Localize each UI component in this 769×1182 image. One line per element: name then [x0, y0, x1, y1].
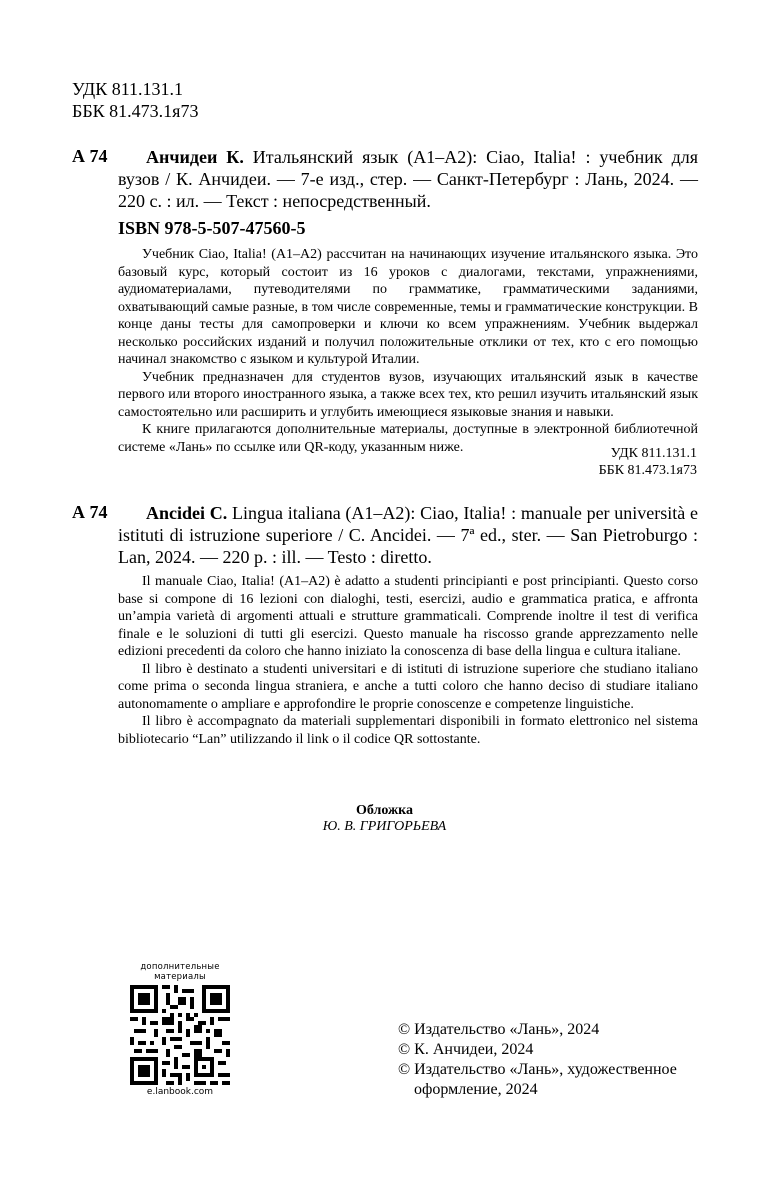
entry-code-ru: А 74 — [72, 146, 108, 166]
abstract-it-paragraph-1: Il manuale Ciao, Italia! (A1–A2) è adatto a studenti principianti e post principianti. Questo corso base si compone di 16 lezioni con dialoghi, testi, esercizi, audio e grammatica pratica, e affronta un’ampia varietà di argomenti attuali e strutture grammaticali. Comprende inoltre il test di verifica finale e le soluzioni di tutti gli esercizi. Questo manuale ha riscosso grande apprezzamento nelle edizioni precedenti da coloro che hanno iniziato la conoscenza di base della lingua e cultura italiane. — [118, 574, 698, 659]
cover-credit — [0, 803, 769, 835]
abstract-it-paragraph-2: Il libro è destinato a studenti universitari e di istituti di istruzione superiore che studiano italiano come prima o seconda lingua straniera, e anche a tutti coloro che hanno deciso di studiare italiano autonomamente o ampliare e approfondire le proprie conoscenze e competenze linguistiche. — [118, 661, 698, 712]
entry-code-it: А 74 — [72, 502, 108, 522]
entry-author-ru: Анчидеи К. — [146, 147, 244, 167]
qr-code-icon[interactable] — [130, 985, 230, 1085]
qr-caption-line2: материалы — [154, 972, 206, 982]
udk-block-right — [599, 445, 697, 479]
entry-text-it: Lingua italiana (A1–A2): Ciao, Italia! : manuale per università e istituti di istruzione superiore / C. Ancidei. — 7ª ed., ster. — San Pietroburgo : Lan, 2024. — 220 p. : ill. — Testo : diretto. — [118, 503, 698, 567]
abstract-it-paragraph-3: Il libro è accompagnato da materiali supplementari disponibili in formato elettronico nel sistema bibliotecario “Lan” utilizzando il link o il codice QR sottostante. — [118, 714, 698, 747]
cover-label: Обложка — [355, 803, 414, 818]
copyright-line-2: © К. Анчидеи, 2024 — [398, 1041, 534, 1058]
qr-site-url[interactable]: e.lanbook.com — [146, 1087, 214, 1097]
abstract-ru-paragraph-1: Учебник Ciao, Italia! (А1–А2) рассчитан на начинающих изучение итальянского языка. Это базовый курс, который состоит из 16 уроков с диалогами, текстами, упражнениями, аудиоматериалами, путеводителями по грамматике, грамматическими заданиями, охватывающий самые разные, в том числе современные, темы и грамматические конструкции. В конце даны тесты для самопроверки и ключи ко всем упражнениям. Учебник выдержал несколько российских изданий и получил положительные отклики от тех, кто с его помощью начинал знакомство с языком и культурой Италии. — [118, 247, 698, 367]
abstract-ru — [118, 246, 698, 456]
copyright-line-3: © Издательство «Лань», художественное — [398, 1061, 677, 1078]
abstract-it — [118, 573, 698, 748]
udk-code: УДК 811.131.1 — [72, 79, 184, 99]
copyright-line-4: оформление, 2024 — [414, 1081, 538, 1098]
copyright-block — [398, 1020, 677, 1100]
entry-text-ru: Итальянский язык (А1–А2): Ciao, Italia! : учебник для вузов / К. Анчидеи. — 7-е изд., стер. — Санкт-Петербург : Лань, 2024. — 220 с. : ил. — Текст : непосредственный. — [118, 147, 698, 211]
bibliographic-entry-it — [118, 502, 698, 568]
bibliographic-entry-ru — [118, 146, 698, 212]
entry-author-it: Ancidei C. — [146, 503, 228, 523]
copyright-line-1: © Издательство «Лань», 2024 — [398, 1021, 600, 1038]
cover-designer: Ю. В. ГРИГОРЬЕВА — [322, 819, 447, 834]
bbk-code: ББК 81.473.1я73 — [72, 101, 199, 121]
abstract-ru-paragraph-2: Учебник предназначен для студентов вузов, изучающих итальянский язык в качестве первого или второго иностранного языка, а также всех тех, кто решил изучить итальянский язык самостоятельно или расширить и углубить имеющиеся языковые знания и навыки. — [118, 369, 698, 420]
qr-caption-line1: дополнительные — [140, 962, 220, 972]
isbn: ISBN 978-5-507-47560-5 — [118, 218, 306, 238]
udk-block-top — [72, 78, 198, 122]
bbk-code-right: ББК 81.473.1я73 — [598, 463, 697, 478]
qr-block[interactable] — [128, 962, 232, 1097]
udk-code-right: УДК 811.131.1 — [610, 446, 697, 461]
abstract-ru-paragraph-3: К книге прилагаются дополнительные материалы, доступные в электронной библиотечной системе «Лань» по ссылке или QR-коду, указанным ниже. — [118, 422, 698, 455]
